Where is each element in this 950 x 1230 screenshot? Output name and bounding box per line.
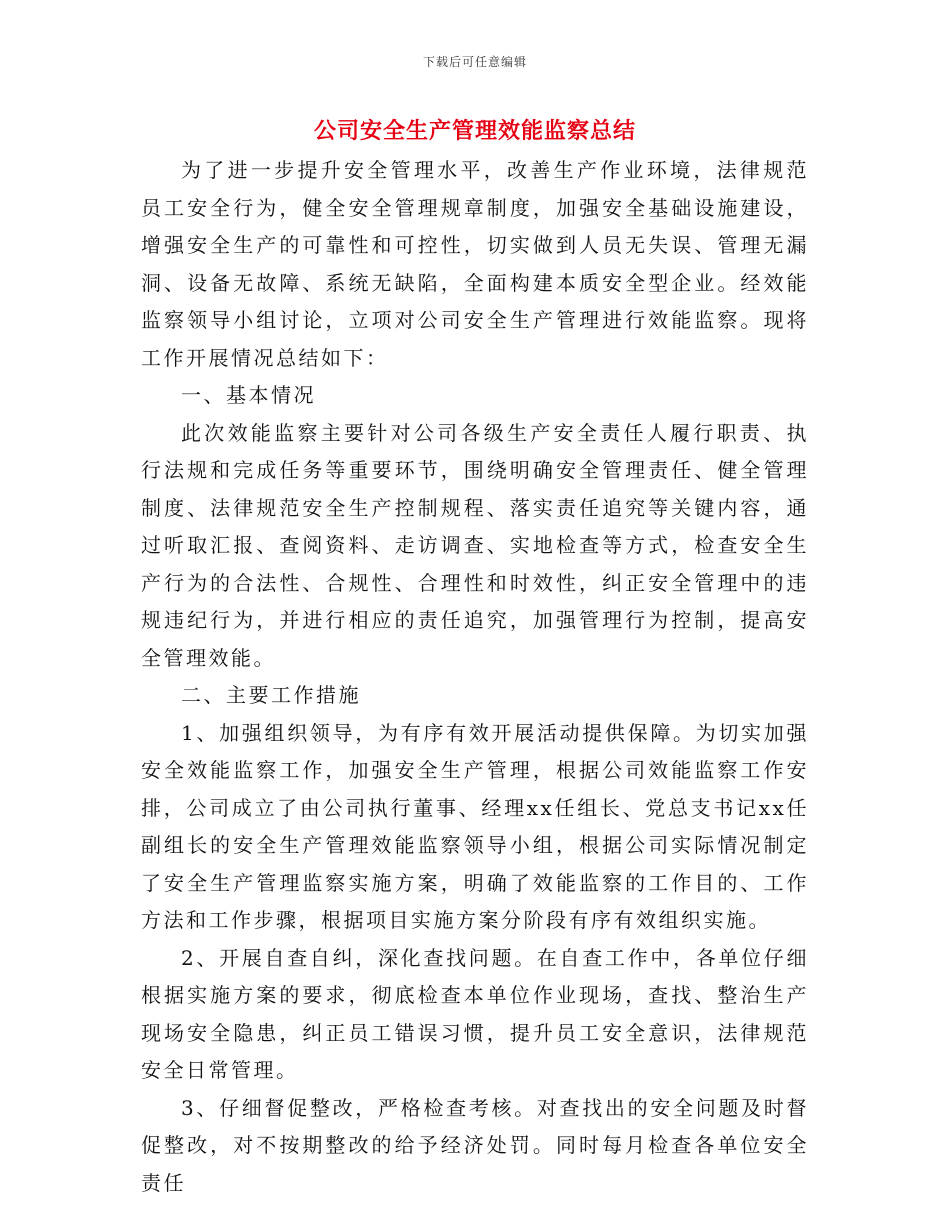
header-note: 下载后可任意编辑 — [422, 55, 527, 69]
paragraph-basic-situation: 此次效能监察主要针对公司各级生产安全责任人履行职责、执行法规和完成任务等重要环节，围绕明确安全管理责任、健全管理制度、法律规范安全生产控制规程、落实责任追究等关键内容，通过听取汇报、查阅资料、走访调查、实地检查等方式，检查安全生产行为的合法性、合规性、合理性和时效性，纠正安全管理中的违规违纪行为，并进行相应的责任追究，加强管理行为控制，提高安全管理效能。 — [141, 420, 809, 670]
paragraph-intro: 为了进一步提升安全管理水平，改善生产作业环境，法律规范员工安全行为，健全安全管理规章制度，加强安全基础设施建设，增强安全生产的可靠性和可控性，切实做到人员无失误、管理无漏洞、设备无故障、系统无缺陷，全面构建本质安全型企业。经效能监察领导小组讨论，立项对公司安全生产管理进行效能监察。现将工作开展情况总结如下： — [141, 158, 809, 370]
document-body — [141, 152, 809, 1202]
section-heading-basic-situation: 一、基本情况 — [181, 383, 316, 407]
document-title: 公司安全生产管理效能监察总结 — [313, 119, 636, 144]
paragraph-measure-2: 2、开展自查自纠，深化查找问题。在自查工作中，各单位仔细根据实施方案的要求，彻底检查本单位作业现场，查找、整治生产现场安全隐患，纠正员工错误习惯，提升员工安全意识，法律规范安全日常管理。 — [141, 945, 809, 1082]
paragraph-measure-3: 3、仔细督促整改，严格检查考核。对查找出的安全问题及时督促整改，对不按期整改的给予经济处罚。同时每月检查各单位安全责任 — [141, 1095, 809, 1195]
paragraph-measure-1: 1、加强组织领导，为有序有效开展活动提供保障。为切实加强安全效能监察工作，加强安全生产管理，根据公司效能监察工作安排，公司成立了由公司执行董事、经理xx任组长、党总支书记xx任副组长的安全生产管理效能监察领导小组，根据公司实际情况制定了安全生产管理监察实施方案，明确了效能监察的工作目的、工作方法和工作步骤，根据项目实施方案分阶段有序有效组织实施。 — [141, 720, 809, 932]
section-heading-main-measures: 二、主要工作措施 — [181, 683, 361, 707]
